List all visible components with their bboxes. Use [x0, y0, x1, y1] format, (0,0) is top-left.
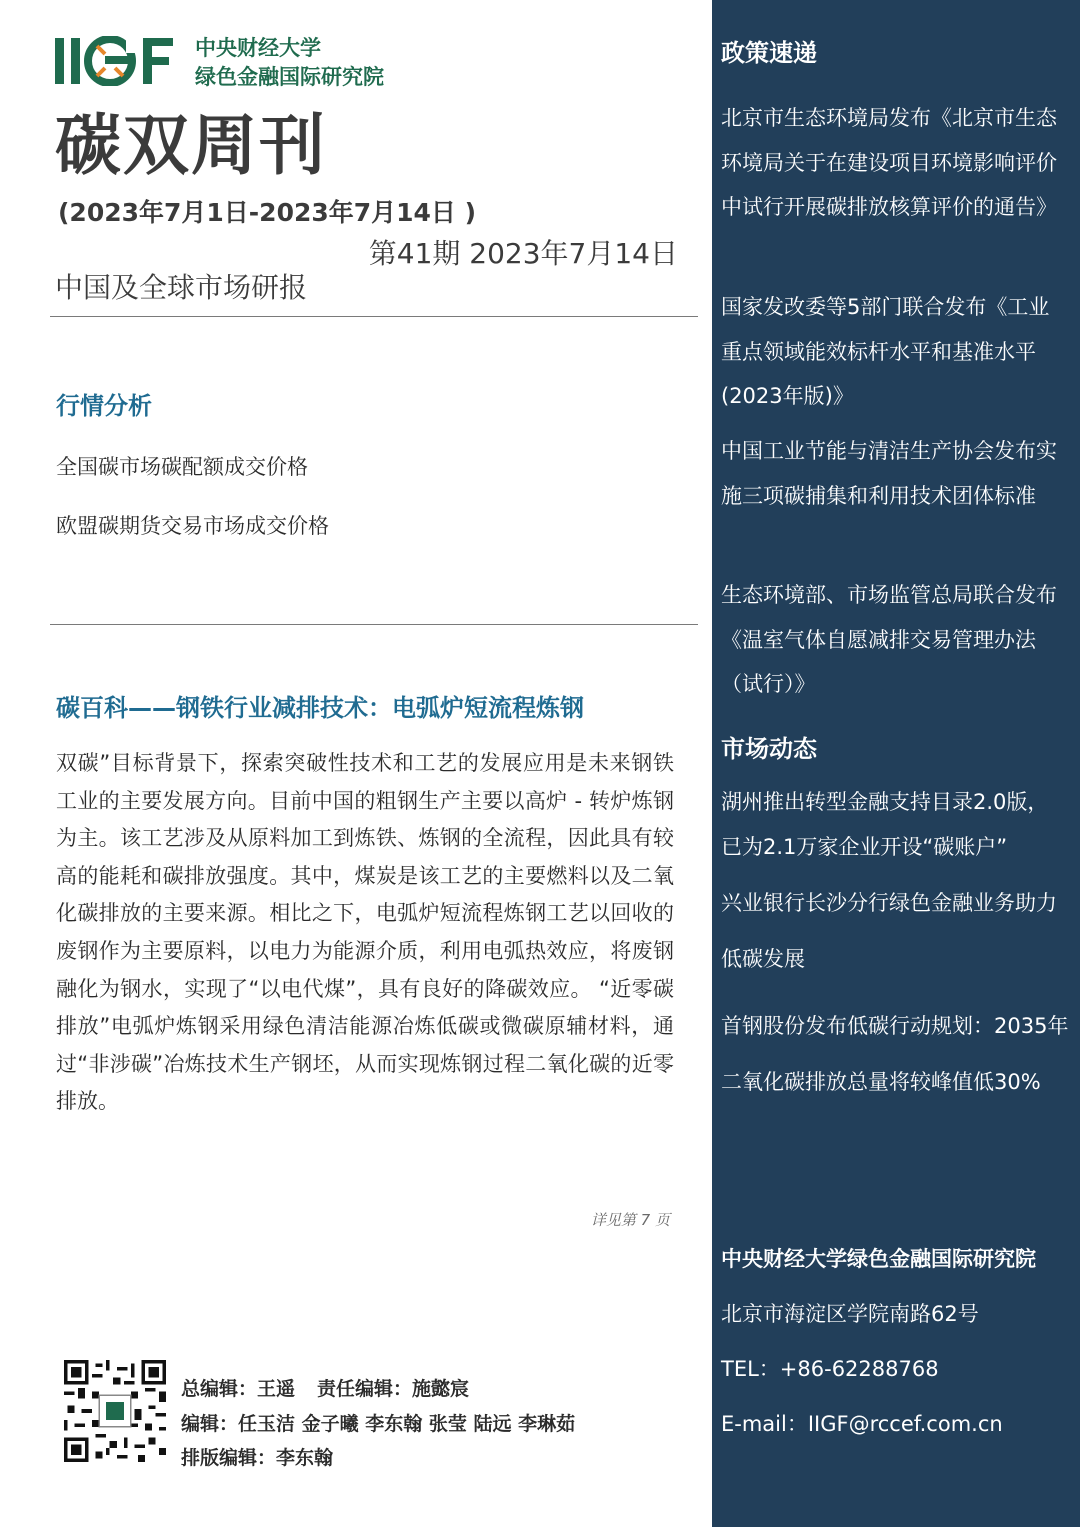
telephone: TEL：+86-62288768	[721, 1357, 939, 1381]
date-range: (2023年7月1日-2023年7月14日 )	[58, 198, 477, 227]
market-news-heading: 市场动态	[721, 735, 817, 763]
market-news-item[interactable]: 兴业银行长沙分行绿色金融业务助力低碳发展	[721, 891, 1057, 971]
qr-code-icon	[64, 1360, 166, 1462]
divider	[50, 316, 698, 317]
sidebar-panel	[712, 0, 1080, 1527]
org-line-1: 中央财经大学	[195, 36, 321, 60]
layout-editor: 排版编辑：李东翰	[181, 1447, 334, 1469]
address: 北京市海淀区学院南路62号	[721, 1302, 979, 1326]
policy-item[interactable]: 生态环境部、市场监管总局联合发布《温室气体自愿减排交易管理办法（试行）》	[721, 583, 1057, 696]
market-analysis-item[interactable]: 全国碳市场碳配额成交价格	[56, 455, 308, 479]
policy-item[interactable]: 国家发改委等5部门联合发布《工业重点领域能效标杆水平和基准水平(2023年版)》	[721, 295, 1050, 408]
see-more-link[interactable]: 详见第 7 页	[590, 1211, 670, 1229]
responsible-editor: 责任编辑：施懿宸	[317, 1378, 470, 1400]
email-link[interactable]: E-mail：IIGF@rccef.com.cn	[721, 1412, 1003, 1436]
institute-name: 中央财经大学绿色金融国际研究院	[721, 1247, 1036, 1271]
org-name-logo	[195, 34, 384, 92]
policy-heading: 政策速递	[721, 39, 817, 67]
market-analysis-item[interactable]: 欧盟碳期货交易市场成交价格	[56, 514, 329, 538]
org-line-2: 绿色金融国际研究院	[195, 65, 384, 89]
encyclopedia-body: 双碳”目标背景下，探索突破性技术和工艺的发展应用是未来钢铁工业的主要发展方向。目前中国的粗钢生产主要以高炉 - 转炉炼钢为主。该工艺涉及从原料加工到炼铁、炼钢的全流程，因此具有较高的能耗和碳排放强度。其中，煤炭是该工艺的主要燃料以及二氧化碳排放的主要来源。相比之下，电弧炉短流程炼钢工艺以回收的废钢作为主要原料，以电力为能源介质，利用电弧热效应，将废钢融化为钢水，实现了“以电代煤”，具有良好的降碳效应。 “近零碳排放”电弧炉炼钢采用绿色清洁能源冶炼低碳或微碳原辅材料，通过“非涉碳”冶炼技术生产钢坯，从而实现炼钢过程二氧化碳的近零排放。	[56, 751, 674, 1114]
publication-title: 碳双周刊	[55, 107, 327, 184]
editors-list: 编辑：任玉洁 金子曦 李东翰 张莹 陆远 李琳茹	[181, 1412, 576, 1435]
issue-number-date: 第41期 2023年7月14日	[368, 237, 678, 270]
editorial-credits	[181, 1372, 575, 1476]
subtitle: 中国及全球市场研报	[55, 271, 308, 304]
policy-item[interactable]: 北京市生态环境局发布《北京市生态环境局关于在建设项目环境影响评价中试行开展碳排放核算评价的通告》	[721, 106, 1057, 219]
market-news-item[interactable]: 湖州推出转型金融支持目录2.0版，已为2.1万家企业开设“碳账户”	[721, 790, 1049, 859]
iigf-logo	[55, 36, 175, 86]
market-analysis-heading: 行情分析	[56, 392, 152, 420]
chief-editor: 总编辑：王遥	[181, 1378, 296, 1400]
policy-item[interactable]: 中国工业节能与清洁生产协会发布实施三项碳捕集和利用技术团体标准	[721, 439, 1057, 508]
divider	[50, 624, 698, 625]
encyclopedia-heading: 碳百科——钢铁行业减排技术：电弧炉短流程炼钢	[56, 694, 584, 722]
market-news-item[interactable]: 首钢股份发布低碳行动规划：2035年二氧化碳排放总量将较峰值低30%	[721, 1014, 1069, 1094]
